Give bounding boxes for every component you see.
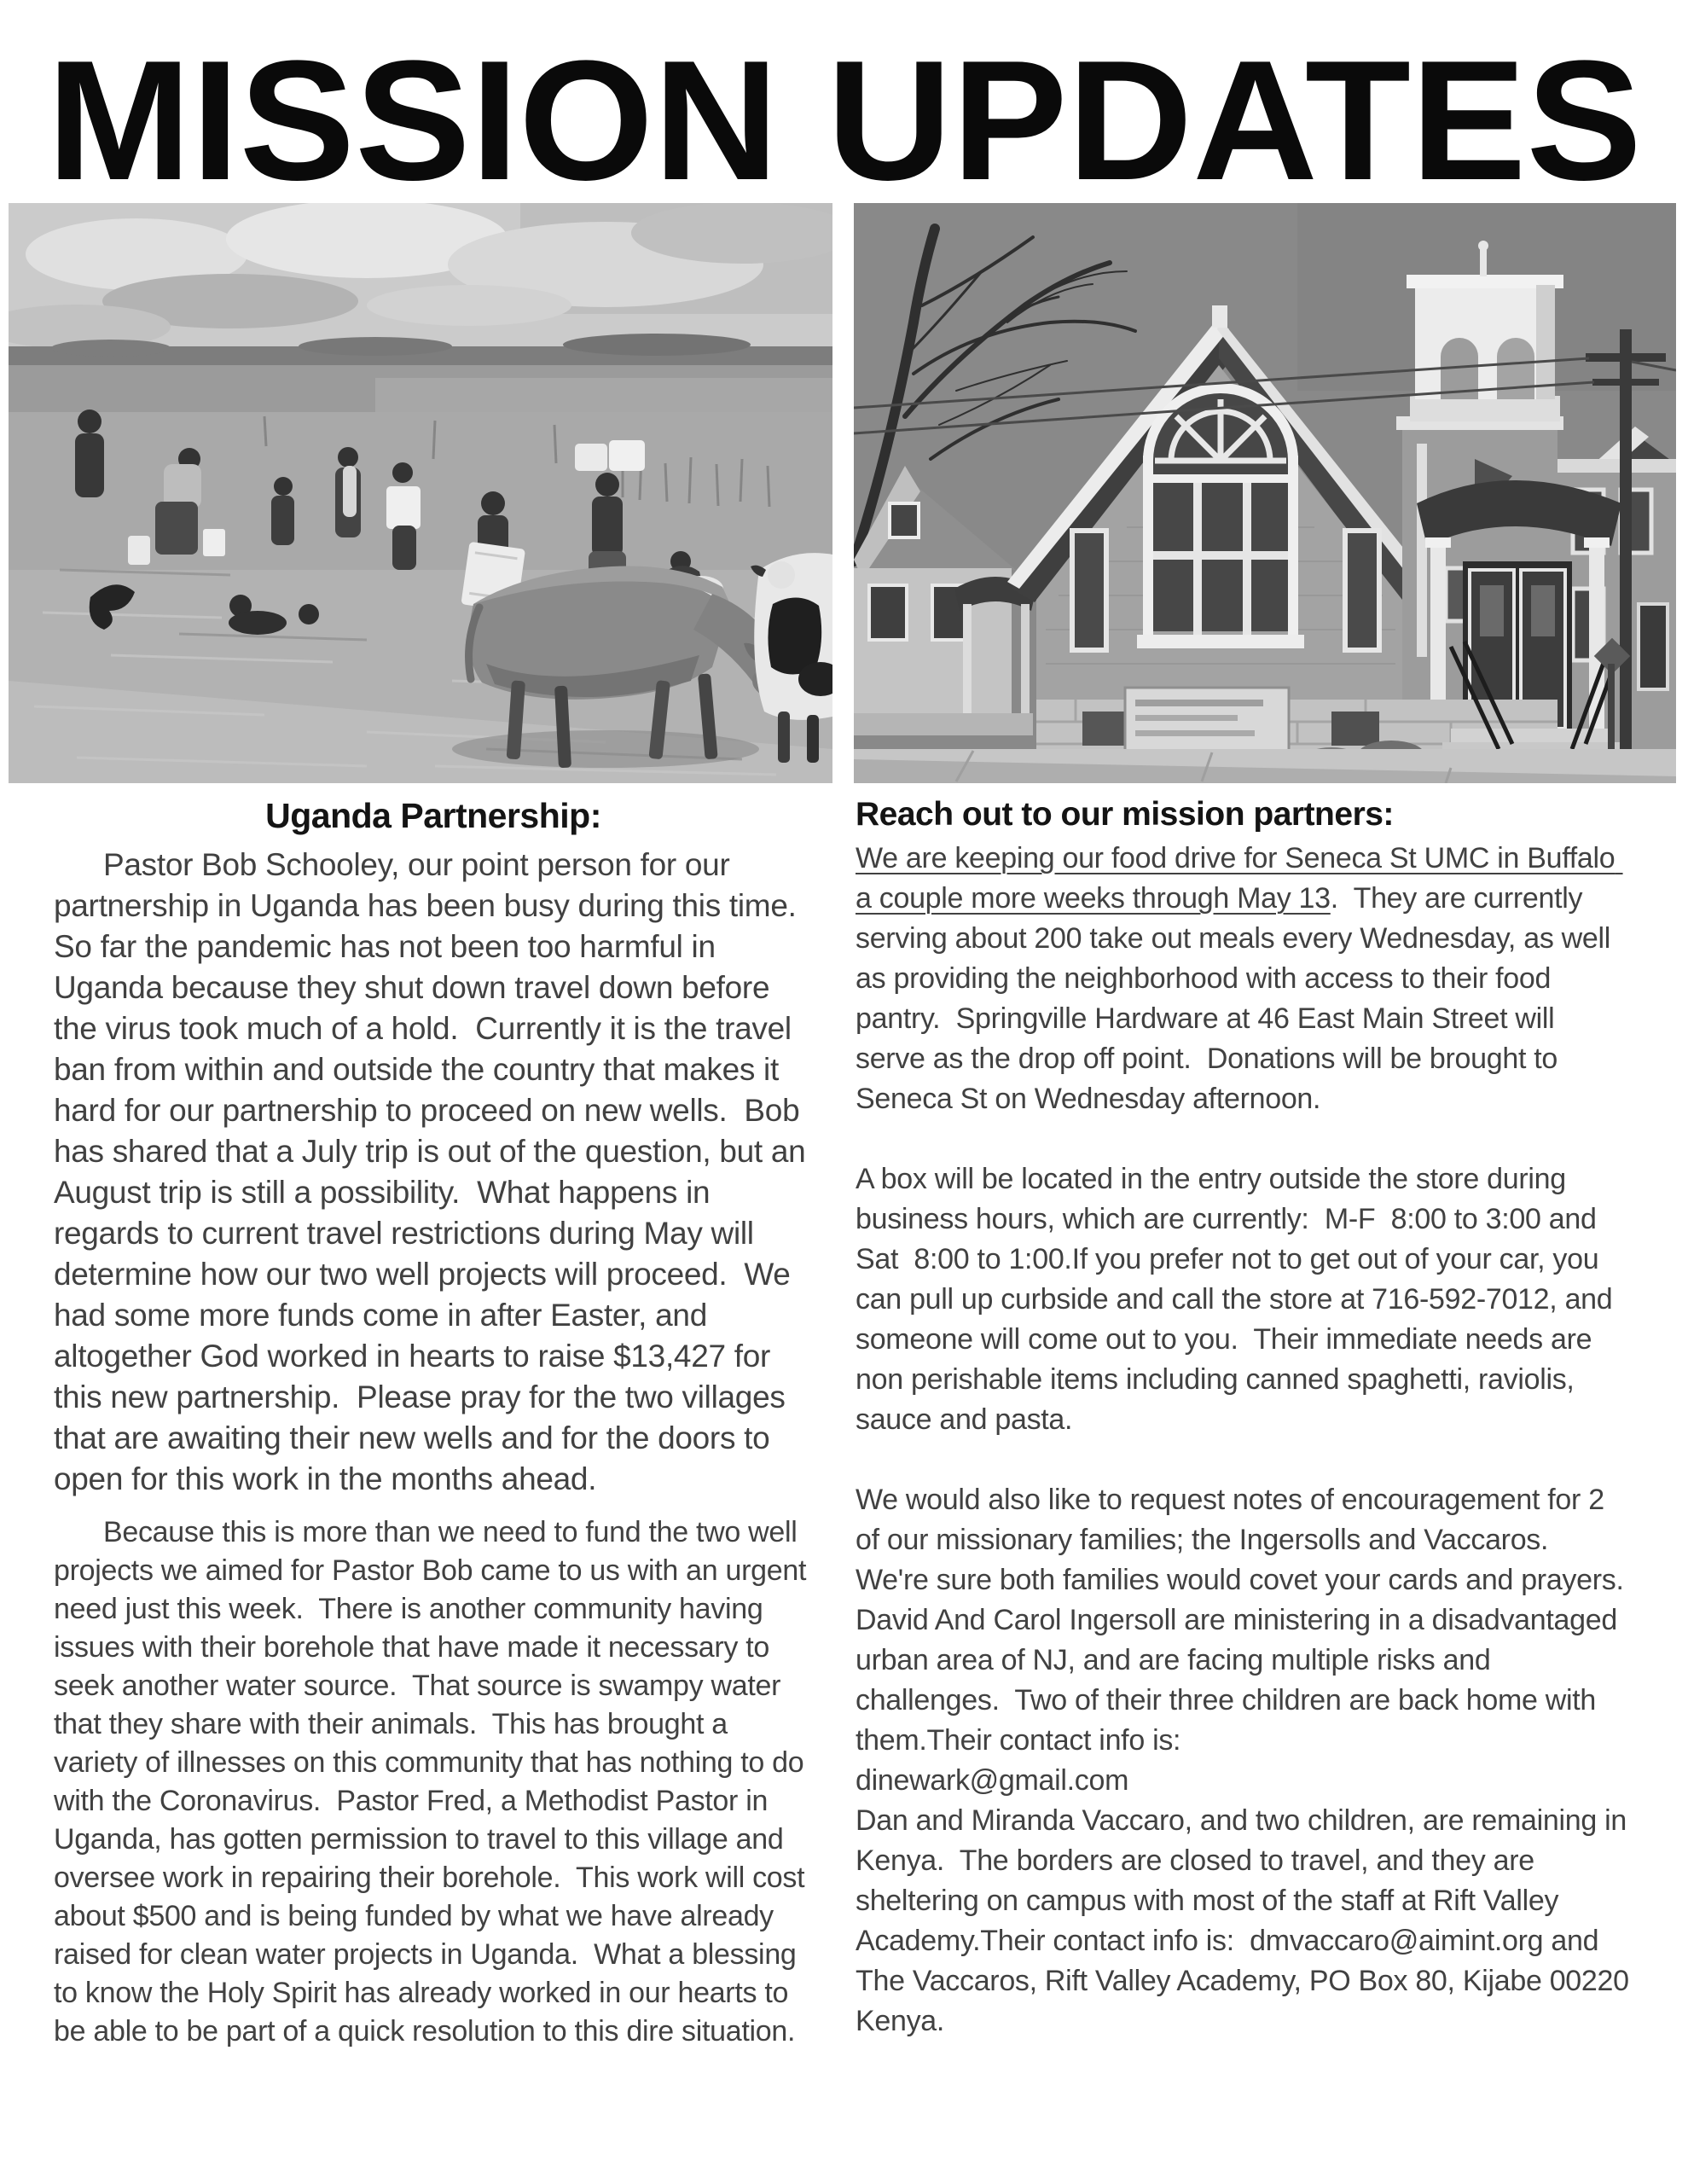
masthead: [0, 15, 1688, 195]
uganda-heading: Uganda Partnership:: [265, 796, 601, 835]
food-drive-paragraph: [856, 839, 1630, 1119]
page-title: MISSION UPDATES: [47, 26, 1643, 195]
vaccaro-paragraph: Dan and Miranda Vaccaro, and two children, are remaining in Kenya. The borders are closed to travel, and they are sheltering on campus with most of the staff at Rift Valley Academy.Their contact info is: dmvaccaro@aimint.org and The Vaccaros, Rift Valley Academy, PO Box 80, Kijabe 00220 Kenya.: [856, 1804, 1637, 2037]
right-column: [856, 796, 1637, 2042]
food-drive-text-rest: . They are currently serving about 200 take out meals every Wednesday, as well as providing the neighborhood with access to their food pantry. Springville Hardware at 46 East Main Street will serve as the drop off point. Donations will be brought to Seneca St on Wednesday afternoon.: [856, 882, 1619, 1115]
ingersoll-paragraph: David And Carol Ingersoll are ministering in a disadvantaged urban area of NJ, and are facing multiple risks and challenges. Two of their three children are back home with them.Their contact info is:: [856, 1604, 1626, 1757]
arched-window-shape: [1137, 388, 1304, 648]
encouragement-paragraph: We would also like to request notes of encouragement for 2 of our missionary families; the Ingersolls and Vaccaros. We're sure both families would covet your cards and prayers.: [856, 1484, 1624, 1596]
photo-church-building: [854, 203, 1676, 783]
church-scene: [854, 203, 1676, 783]
uganda-paragraph-1: Pastor Bob Schooley, our point person for our partnership in Uganda has been busy during this time. So far the pandemic has not been too harmful in Uganda because they shut down travel down before the virus took much of a hold. Currently it is the travel ban from within and outside the country that makes it hard for our partnership to proceed on new wells. Bob has shared that a July trip is out of the question, but an August trip is still a possibility. What happens in regards to current travel restrictions during May will determine how our two well projects will proceed. We had some more funds come in after Easter, and altogether God worked in hearts to raise $13,427 for this new partnership. Please pray for the two villages that are awaiting their new wells and for the doors to open for this work in the months ahead.: [54, 847, 814, 1496]
water-collection-scene: [9, 203, 832, 783]
left-column: [54, 796, 813, 2051]
uganda-paragraph-2: Because this is more than we need to fund the two well projects we aimed for Pastor Bob came to us with an urgent need just this week. There is another community having issues with their borehole that have made it necessary to seek another water source. That source is swampy water that they share with their animals. This has brought a variety of illnesses on this community that has nothing to do with the Coronavirus. Pastor Fred, a Methodist Pastor in Uganda, has gotten permission to travel to this village and oversee work in repairing their borehole. This work will cost about $500 and is being funded by what we have already raised for clean water projects in Uganda. What a blessing to know the Holy Spirit has already worked in our hearts to be able to be part of a quick resolution to this dire situation.: [54, 1516, 815, 2048]
photo-water-collection: [9, 203, 832, 783]
drop-box-paragraph: A box will be located in the entry outside the store during business hours, which are currently: M-F 8:00 to 3:00 and Sat 8:00 to 1:00.If you prefer not to get out of your car, you can pull up curbside and call the store at 716-592-7012, and someone will come out to you. Their immediate needs are non perishable items including canned spaghetti, raviolis, sauce and pasta.: [856, 1163, 1621, 1436]
underlined-food-drive-text: We are keeping our food drive for Seneca St UMC in Buffalo a couple more weeks through May 13: [856, 842, 1623, 915]
ingersoll-email-text: dinewark@gmail.com: [856, 1764, 1129, 1797]
mission-partners-heading: Reach out to our mission partners:: [856, 796, 1394, 833]
